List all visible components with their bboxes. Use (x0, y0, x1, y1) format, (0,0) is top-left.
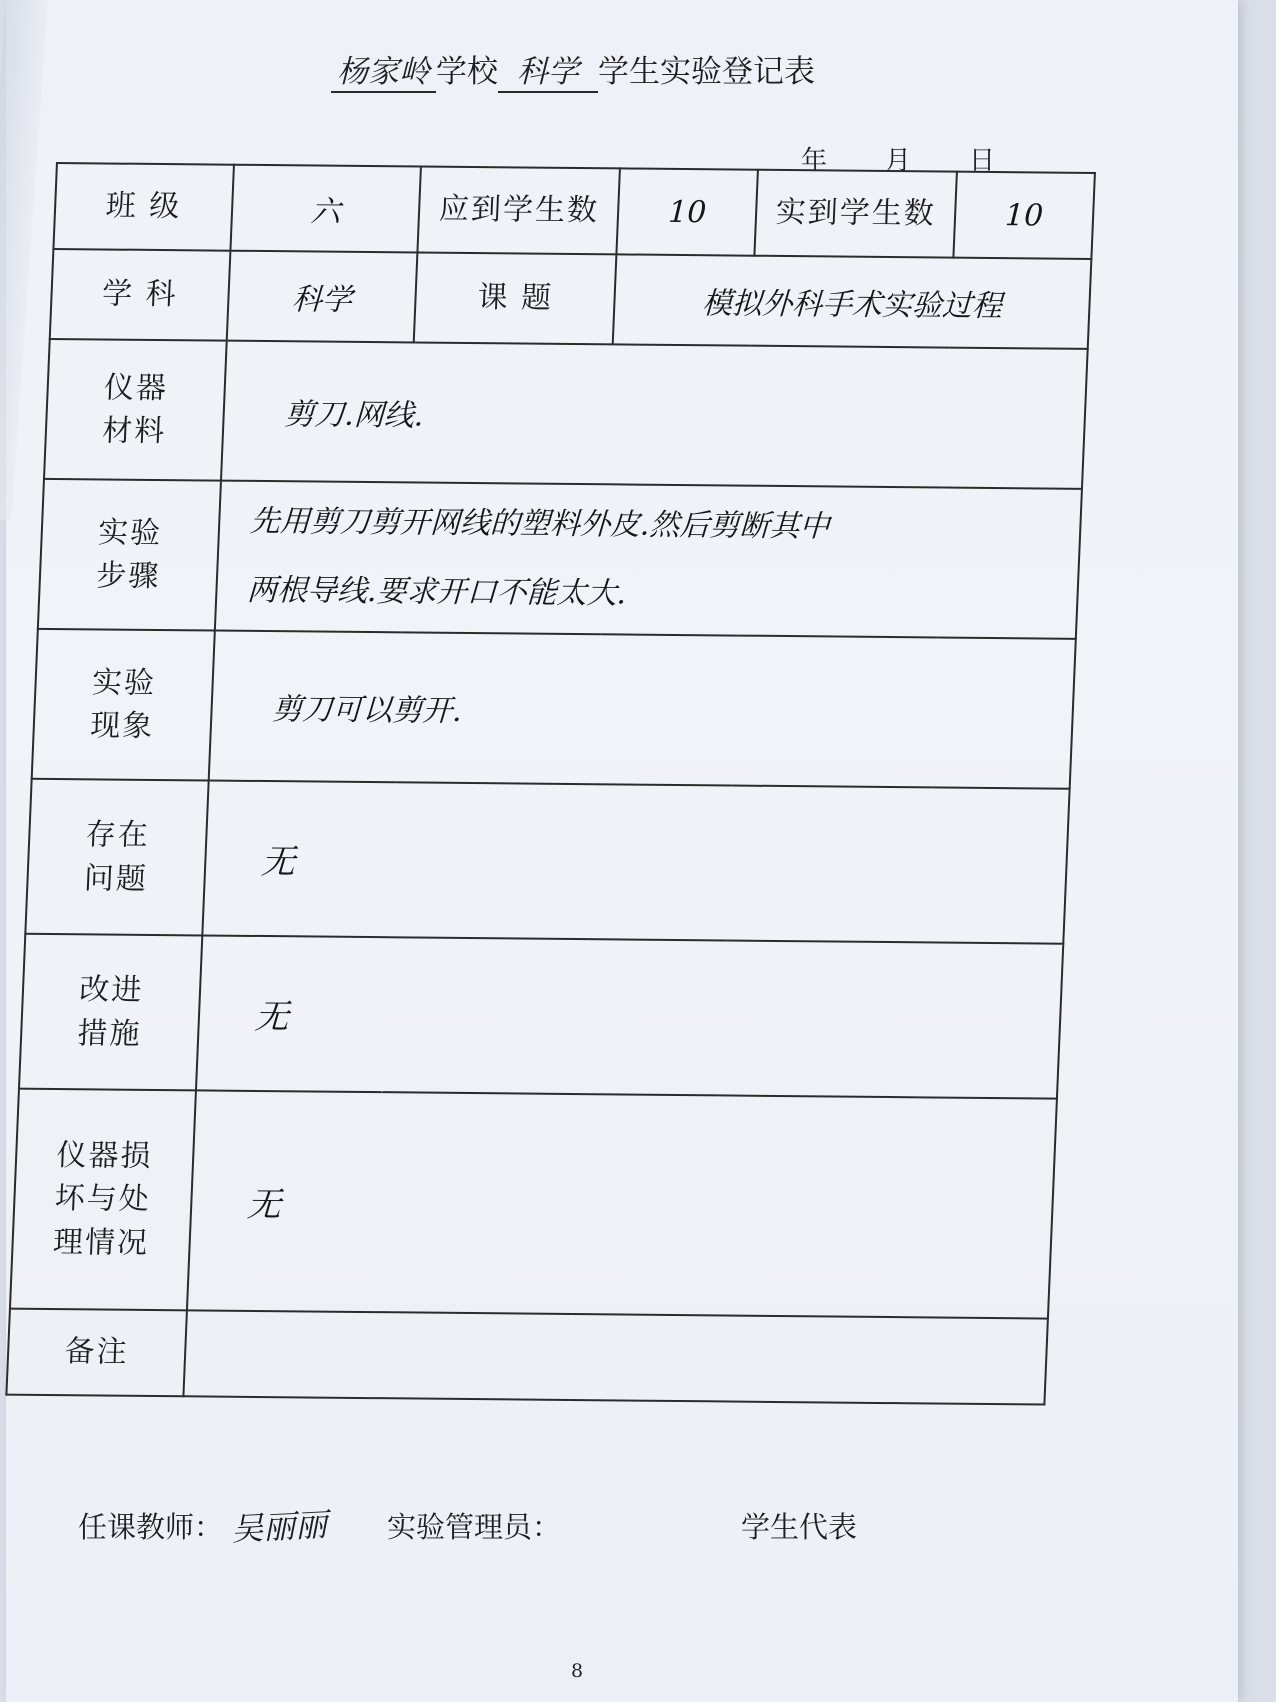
class-label: 班 级 (53, 163, 233, 251)
subject-row (50, 249, 1092, 349)
equipment-value: 剪刀.网线. (221, 341, 1088, 489)
month-label: 月 (885, 146, 912, 176)
steps-label: 实验步骤 (38, 479, 221, 631)
form-page (6, 0, 1238, 1702)
steps-value (215, 481, 1082, 639)
signature-line (78, 1502, 1178, 1548)
damage-value: 无 (187, 1090, 1057, 1318)
form-title-text: 学生实验登记表 (598, 54, 815, 90)
expected-students-value: 10 (617, 168, 759, 255)
subject-fill: 科学 (498, 46, 598, 93)
expected-students-label: 应到学生数 (418, 167, 620, 255)
school-label: 学校 (436, 54, 498, 90)
improvement-row (19, 934, 1063, 1099)
steps-line-2: 两根导线.要求开口不能太大. (246, 572, 627, 612)
notes-row (6, 1309, 1047, 1405)
page-number: 8 (571, 1660, 584, 1682)
day-label: 日 (969, 146, 996, 176)
class-row (53, 163, 1094, 259)
improvement-label: 改进措施 (19, 934, 202, 1091)
experiment-record-table (5, 162, 1096, 1406)
phenomenon-label: 实验现象 (32, 629, 215, 781)
notes-label: 备注 (6, 1309, 186, 1397)
year-label: 年 (801, 146, 828, 176)
phenomenon-value: 剪刀可以剪开. (208, 631, 1075, 789)
improvement-value: 无 (196, 935, 1064, 1098)
problems-label: 存在问题 (25, 779, 208, 936)
topic-value: 模拟外科手术实验过程 (613, 254, 1092, 349)
notes-value (183, 1310, 1048, 1404)
problems-row (25, 779, 1069, 944)
school-name-fill: 杨家岭 (331, 46, 436, 93)
stacked-page-edge (0, 0, 48, 520)
steps-row (38, 479, 1082, 639)
teacher-label: 任课教师： (78, 1509, 224, 1544)
steps-line-1: 先用剪刀剪开网线的塑料外皮.然后剪断其中 (249, 503, 831, 545)
actual-students-label: 实到学生数 (755, 170, 957, 258)
teacher-signature: 吴丽丽 (230, 1505, 329, 1549)
damage-row (10, 1089, 1057, 1319)
admin-label: 实验管理员： (387, 1509, 562, 1544)
phenomenon-row (32, 629, 1076, 789)
student-rep-label: 学生代表 (741, 1509, 858, 1544)
damage-label: 仪器损坏与处理情况 (10, 1089, 196, 1311)
actual-students-value: 10 (953, 172, 1095, 259)
form-title (331, 46, 815, 93)
class-value: 六 (230, 165, 421, 253)
equipment-row (44, 339, 1088, 489)
subject-label: 学 科 (50, 249, 230, 341)
equipment-label: 仪器材料 (44, 339, 226, 481)
problems-value: 无 (202, 780, 1070, 943)
subject-value: 科学 (226, 251, 417, 343)
topic-label: 课 题 (414, 252, 616, 344)
